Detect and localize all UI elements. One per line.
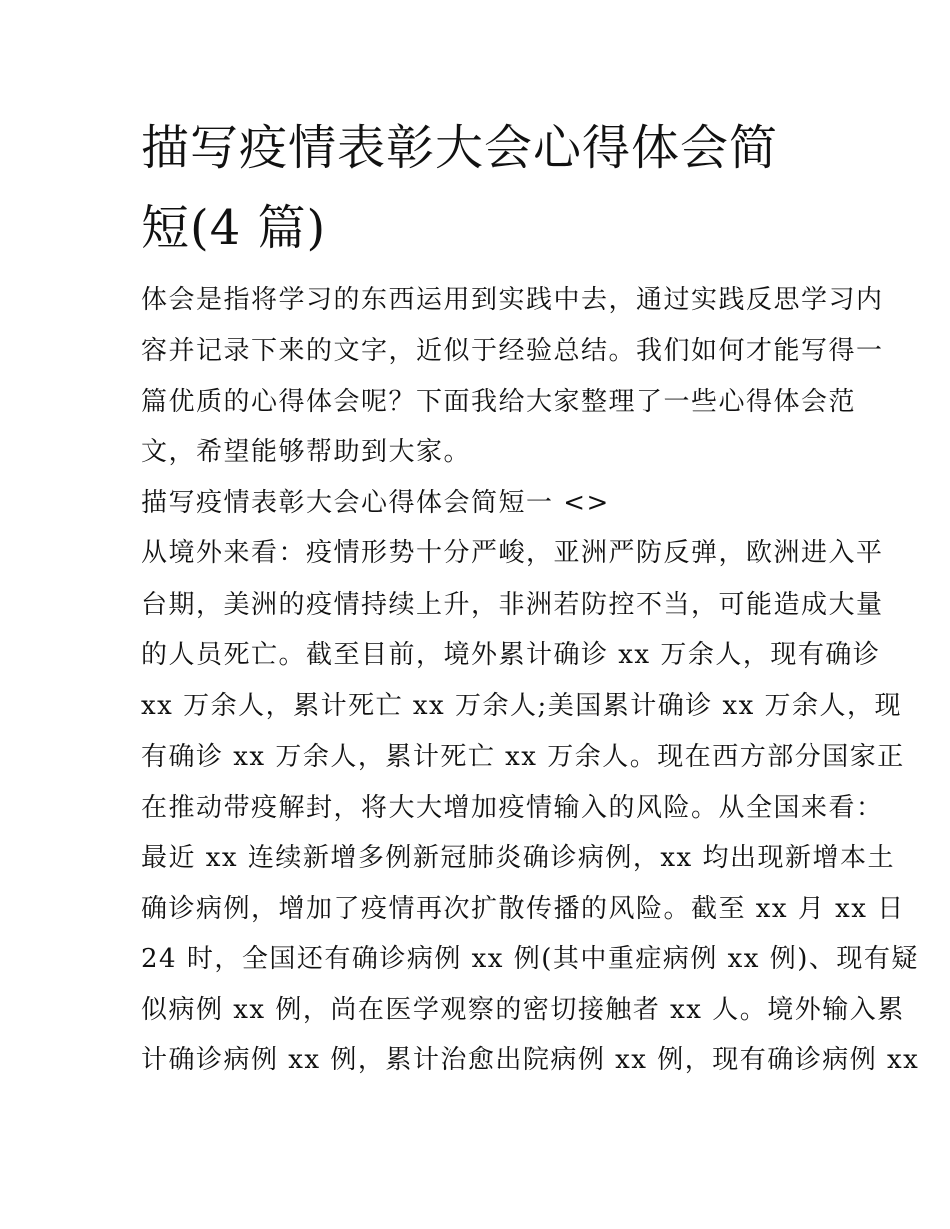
body-line: 最近 xx 连续新增多例新冠肺炎确诊病例，xx 均出现新增本土	[141, 843, 895, 873]
body-line: xx 万余人，累计死亡 xx 万余人;美国累计确诊 xx 万余人，现	[141, 691, 903, 721]
body-line: 似病例 xx 例，尚在医学观察的密切接触者 xx 人。境外输入累	[141, 995, 905, 1025]
intro-line: 文，希望能够帮助到大家。	[141, 437, 472, 467]
document-title-line-1: 描写疫情表彰大会心得体会简	[141, 120, 779, 176]
body-line: 台期，美洲的疫情持续上升，非洲若防控不当，可能造成大量	[141, 590, 884, 620]
body-line: 24 时，全国还有确诊病例 xx 例(其中重症病例 xx 例)、现有疑	[141, 944, 919, 974]
intro-line: 容并记录下来的文字，近似于经验总结。我们如何才能写得一	[141, 336, 884, 366]
intro-line: 体会是指将学习的东西运用到实践中去，通过实践反思学习内	[141, 285, 884, 315]
body-line: 在推动带疫解封，将大大增加疫情输入的风险。从全国来看：	[141, 793, 884, 823]
body-line: 计确诊病例 xx 例，累计治愈出院病例 xx 例，现有确诊病例 xx	[141, 1045, 920, 1075]
body-line: 从境外来看：疫情形势十分严峻，亚洲严防反弹，欧洲进入平	[141, 538, 884, 568]
document-title-line-2: 短(4 篇)	[141, 200, 327, 256]
intro-line: 篇优质的心得体会呢？下面我给大家整理了一些心得体会范	[141, 387, 857, 417]
body-line: 的人员死亡。截至目前，境外累计确诊 xx 万余人，现有确诊	[141, 640, 881, 670]
body-line: 确诊病例，增加了疫情再次扩散传播的风险。截至 xx 月 xx 日	[141, 894, 905, 924]
body-line: 有确诊 xx 万余人，累计死亡 xx 万余人。现在西方部分国家正	[141, 742, 905, 772]
section-heading: 描写疫情表彰大会心得体会简短一 <>	[141, 488, 610, 518]
